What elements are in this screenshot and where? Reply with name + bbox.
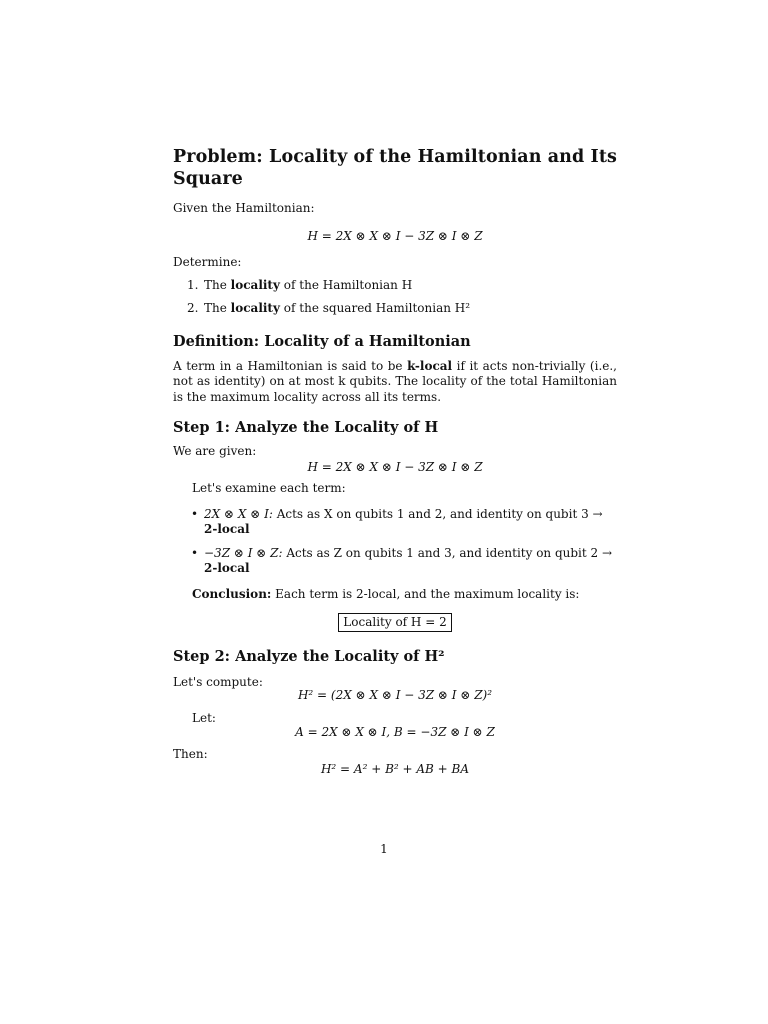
page-number: 1 xyxy=(380,842,388,856)
step2-let: Let: xyxy=(192,711,216,725)
task-text-bold: locality xyxy=(230,301,280,315)
step1-given: We are given: xyxy=(173,444,257,458)
bullet-item xyxy=(173,546,617,580)
definition-paragraph xyxy=(173,359,617,405)
bullet-dot: • xyxy=(191,546,199,560)
conclusion-label: Conclusion: xyxy=(192,587,272,601)
step2-heading: Step 2: Analyze the Locality of H² xyxy=(173,648,445,665)
step2-expansion-equation: H² = A² + B² + AB + BA xyxy=(320,762,470,776)
problem-title: Problem: Locality of the Hamiltonian and Its Square xyxy=(173,147,617,189)
definition-text-pre: A term in a Hamiltonian is said to be xyxy=(173,359,403,373)
hamiltonian-equation: H = 2X ⊗ X ⊗ I − 3Z ⊗ I ⊗ Z xyxy=(307,229,483,243)
bullet-term: 2X ⊗ X ⊗ I: xyxy=(204,507,273,521)
conclusion-line xyxy=(192,587,579,602)
task-text-post: of the Hamiltonian H xyxy=(283,278,413,292)
step2-then: Then: xyxy=(173,747,208,761)
task-text-pre: The xyxy=(204,278,227,292)
conclusion-text: Each term is 2-local, and the maximum locality is: xyxy=(275,587,580,601)
step2-square-equation: H² = (2X ⊗ X ⊗ I − 3Z ⊗ I ⊗ Z)² xyxy=(297,688,493,702)
step2-compute: Let's compute: xyxy=(173,675,263,689)
intro-text: Given the Hamiltonian: xyxy=(173,201,315,215)
definition-text-post: if it acts non-trivially (i.e., not as identity) on at most k qubits. The locality of the total Hamiltonian is the maximum locality across all its terms. xyxy=(173,359,617,404)
task-text-post: of the squared Hamiltonian H² xyxy=(283,301,471,315)
bullet-text: Acts as Z on qubits 1 and 3, and identity on qubit 2 → xyxy=(286,546,613,560)
determine-label: Determine: xyxy=(173,255,242,269)
boxed-result: Locality of H = 2 xyxy=(338,613,451,632)
task-number: 1. xyxy=(187,278,199,292)
bullet-text: Acts as X on qubits 1 and 2, and identity on qubit 3 → xyxy=(276,507,603,521)
bullet-item xyxy=(173,507,617,541)
step1-examine: Let's examine each term: xyxy=(192,481,346,495)
step2-definitions-equation: A = 2X ⊗ X ⊗ I, B = −3Z ⊗ I ⊗ Z xyxy=(295,725,495,739)
bullet-term: −3Z ⊗ I ⊗ Z: xyxy=(204,546,283,560)
definition-heading: Definition: Locality of a Hamiltonian xyxy=(173,333,471,350)
bullet-result: 2-local xyxy=(204,561,250,576)
task-text-bold: locality xyxy=(230,278,280,292)
step1-equation: H = 2X ⊗ X ⊗ I − 3Z ⊗ I ⊗ Z xyxy=(307,460,483,474)
task-number: 2. xyxy=(187,301,199,315)
bullet-result: 2-local xyxy=(204,522,250,537)
task-text-pre: The xyxy=(204,301,227,315)
definition-term: k-local xyxy=(407,359,453,373)
bullet-dot: • xyxy=(191,507,199,521)
boxed-result-wrap xyxy=(173,613,617,632)
step1-heading: Step 1: Analyze the Locality of H xyxy=(173,419,439,436)
